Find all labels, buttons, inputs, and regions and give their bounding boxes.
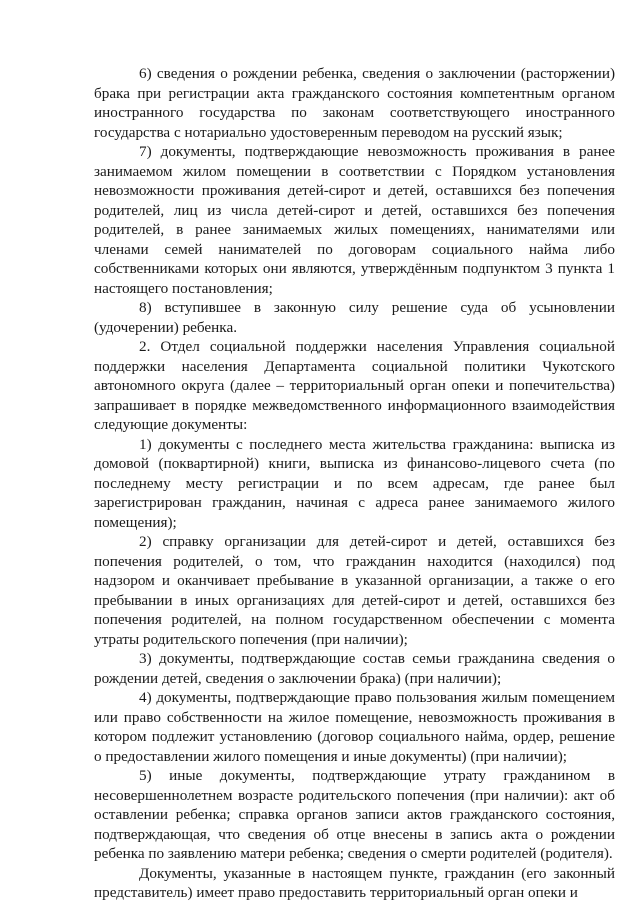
paragraph-section-2: 2. Отдел социальной поддержки населения Управления социальной поддержки населения Департамента социальной политики Чукотского автономного округа (далее – территориальный орган опеки и попечительства) запрашивает в порядке межведомственного информационного взаимодействия следующие документы: [94,338,615,433]
paragraph-subitem-5: 5) иные документы, подтверждающие утрату гражданином в несовершеннолетнем возрасте родительского попечения (при наличии): акт об оставлении ребенка; справка органов записи актов гражданского состояния, подтверждающая, что сведения об отце внесены в запись акта о рождении ребенка по заявлению матери ребенка; сведения о смерти родителей (родителя). [94,767,615,862]
paragraph-subitem-4: 4) документы, подтверждающие право пользования жилым помещением или право собственности на жилое помещение, невозможность проживания в котором подлежит установлению (договор социального найма, ордер, решение о предоставлении жилого помещения и иные документы) (при наличии); [94,689,615,765]
paragraph-subitem-1: 1) документы с последнего места жительства гражданина: выписка из домовой (поквартирной) книги, выписка из финансово-лицевого счета (по последнему месту регистрации и по всем адресам, где ранее был зарегистрирован гражданин, начиная с адреса ранее занимаемого жилого помещения); [94,435,615,531]
document-body [94,64,615,903]
paragraph-item-6: 6) сведения о рождении ребенка, сведения о заключении (расторжении) брака при регистрации акта гражданского состояния компетентным органом иностранного государства по законам соответствующего иностранного государства с нотариально удостоверенным переводом на русский язык; [94,65,615,141]
paragraph-subitem-2: 2) справку организации для детей-сирот и детей, оставшихся без попечения родителей, о том, что гражданин находится (находился) под надзором и оканчивает пребывание в указанной организации, а также о его пребывании в иных организациях для детей-сирот и детей, оставшихся без попечения родителей, на полном государственном обеспечении с момента утраты родительского попечения (при наличии); [94,533,615,648]
paragraph-subitem-3: 3) документы, подтверждающие состав семьи гражданина сведения о рождении детей, сведения о заключении брака) (при наличии); [94,650,615,687]
paragraph-closing: Документы, указанные в настоящем пункте, гражданин (его законный представитель) имеет право предоставить территориальный орган опеки и [94,864,615,901]
paragraph-item-7: 7) документы, подтверждающие невозможность проживания в ранее занимаемом жилом помещении в соответствии с Порядком установления невозможности проживания детей-сирот и детей, оставшихся без попечения родителей, лиц из числа детей-сирот и детей, оставшихся без попечения родителей, в ранее занимаемых жилых помещениях, нанимателями или членами семей нанимателей по договорам социального найма либо собственниками которых они являются, утверждённым подпунктом 3 пункта 1 настоящего постановления; [94,143,615,297]
paragraph-item-8: 8) вступившее в законную силу решение суда об усыновлении (удочерении) ребенка. [94,299,615,336]
